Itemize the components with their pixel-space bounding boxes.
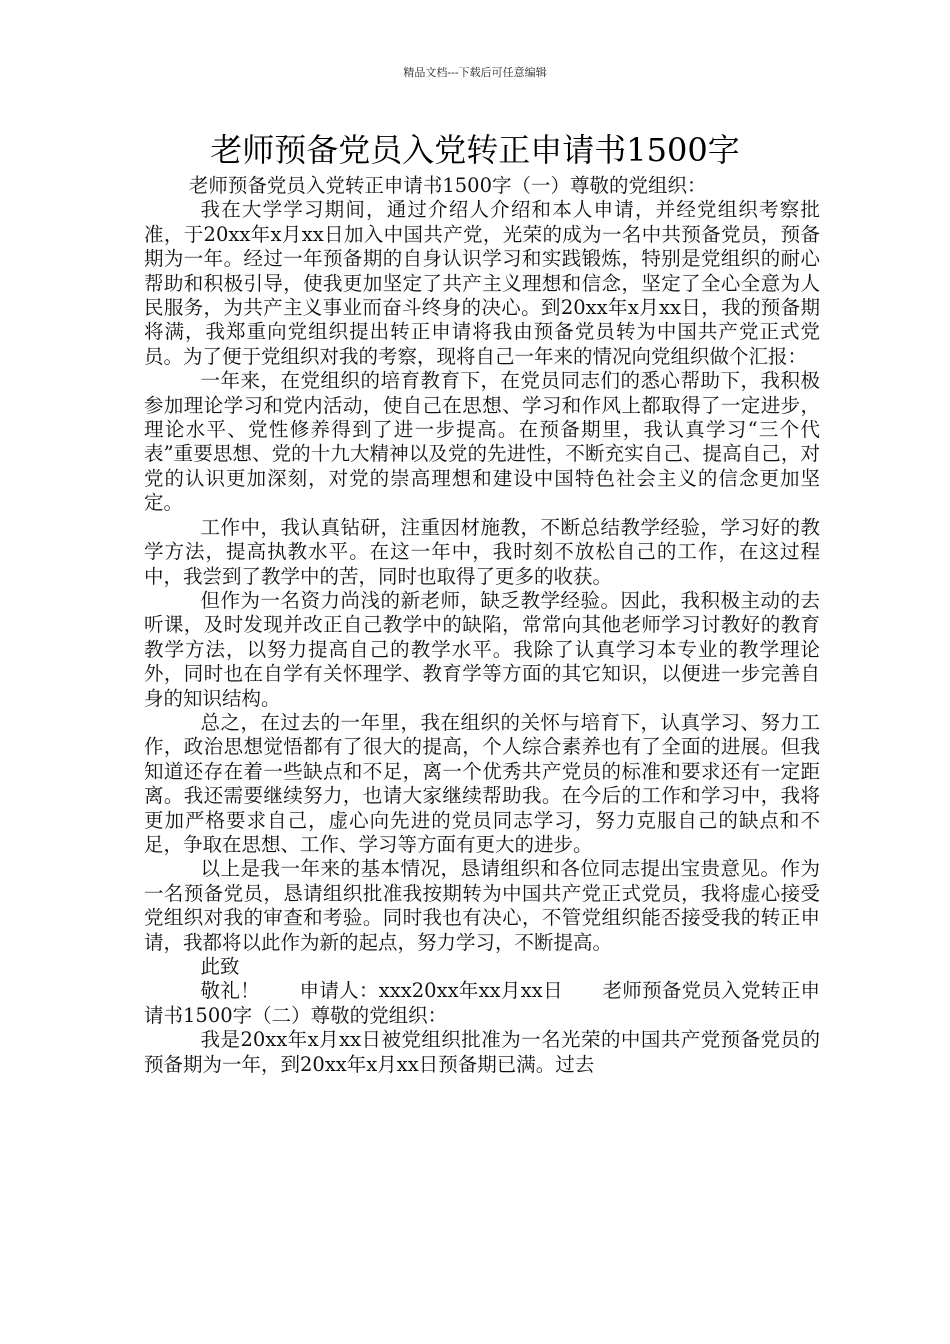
paragraph: 一年来，在党组织的培育教育下，在党员同志们的悉心帮助下，我积极参加理论学习和党内活动，使自己在思想、学习和作风上都取得了一定进步，理论水平、党性修养得到了进一步提高。在预备期里，我认真学习“三个代表”重要思想、党的十九大精神以及党的先进性，不断充实自己、提高自己，对党的认识更加深刻，对党的崇高理想和建设中国特色社会主义的信念更加坚定。 (144, 369, 820, 515)
document-title: 老师预备党员入党转正申请书1500字 (210, 131, 740, 169)
paragraph-intro: 老师预备党员入党转正申请书1500字（一）尊敬的党组织： (188, 174, 707, 197)
signature-line: 敬礼！ 申请人：xxx20xx年xx月xx日 老师预备党员入党转正申请书1500字（二）尊敬的党组织： (144, 979, 820, 1027)
paragraph: 总之，在过去的一年里，我在组织的关怀与培育下，认真学习、努力工作，政治思想觉悟都有了很大的提高，个人综合素养也有了全面的进展。但我知道还存在着一些缺点和不足，离一个优秀共产党员的标准和要求还有一定距离。我还需要继续努力，也请大家继续帮助我。在今后的工作和学习中，我将更加严格要求自己，虚心向先进的党员同志学习，努力克服自己的缺点和不足，争取在思想、工作、学习等方面有更大的进步。 (144, 710, 820, 856)
closing-salutation: 此致 (200, 955, 240, 978)
paragraph: 我在大学学习期间，通过介绍人介绍和本人申请，并经党组织考察批准，于20xx年x月xx日加入中国共产党，光荣的成为一名中共预备党员，预备期为一年。经过一年预备期的自身认识学习和实践锻炼，特别是党组织的耐心帮助和积极引导，使我更加坚定了共产主义理想和信念，坚定了全心全意为人民服务，为共产主义事业而奋斗终身的决心。到20xx年x月xx日，我的预备期将满，我郑重向党组织提出转正申请将我由预备党员转为中国共产党正式党员。为了便于党组织对我的考察，现将自己一年来的情况向党组织做个汇报： (144, 198, 820, 368)
document-body (144, 174, 820, 1077)
paragraph: 以上是我一年来的基本情况，恳请组织和各位同志提出宝贵意见。作为一名预备党员，恳请组织批准我按期转为中国共产党正式党员，我将虚心接受党组织对我的审查和考验。同时我也有决心，不管党组织能否接受我的转正申请，我都将以此作为新的起点，努力学习，不断提高。 (144, 857, 820, 954)
paragraph: 工作中，我认真钻研，注重因材施教，不断总结教学经验，学习好的教学方法，提高执教水平。在这一年中，我时刻不放松自己的工作，在这过程中，我尝到了教学中的苦，同时也取得了更多的收获。 (144, 515, 820, 588)
paragraph: 但作为一名资力尚浅的新老师，缺乏教学经验。因此，我积极主动的去听课，及时发现并改正自己教学中的缺陷，常常向其他老师学习讨教好的教育教学方法，以努力提高自己的教学水平。我除了认真学习本专业的教学理论外，同时也在自学有关怀理学、教育学等方面的其它知识，以便进一步完善自身的知识结构。 (144, 588, 820, 710)
header-note: 精品文档---下载后可任意编辑 (403, 66, 547, 79)
paragraph: 我是20xx年x月xx日被党组织批准为一名光荣的中国共产党预备党员的预备期为一年，到20xx年x月xx日预备期已满。过去 (144, 1028, 820, 1076)
